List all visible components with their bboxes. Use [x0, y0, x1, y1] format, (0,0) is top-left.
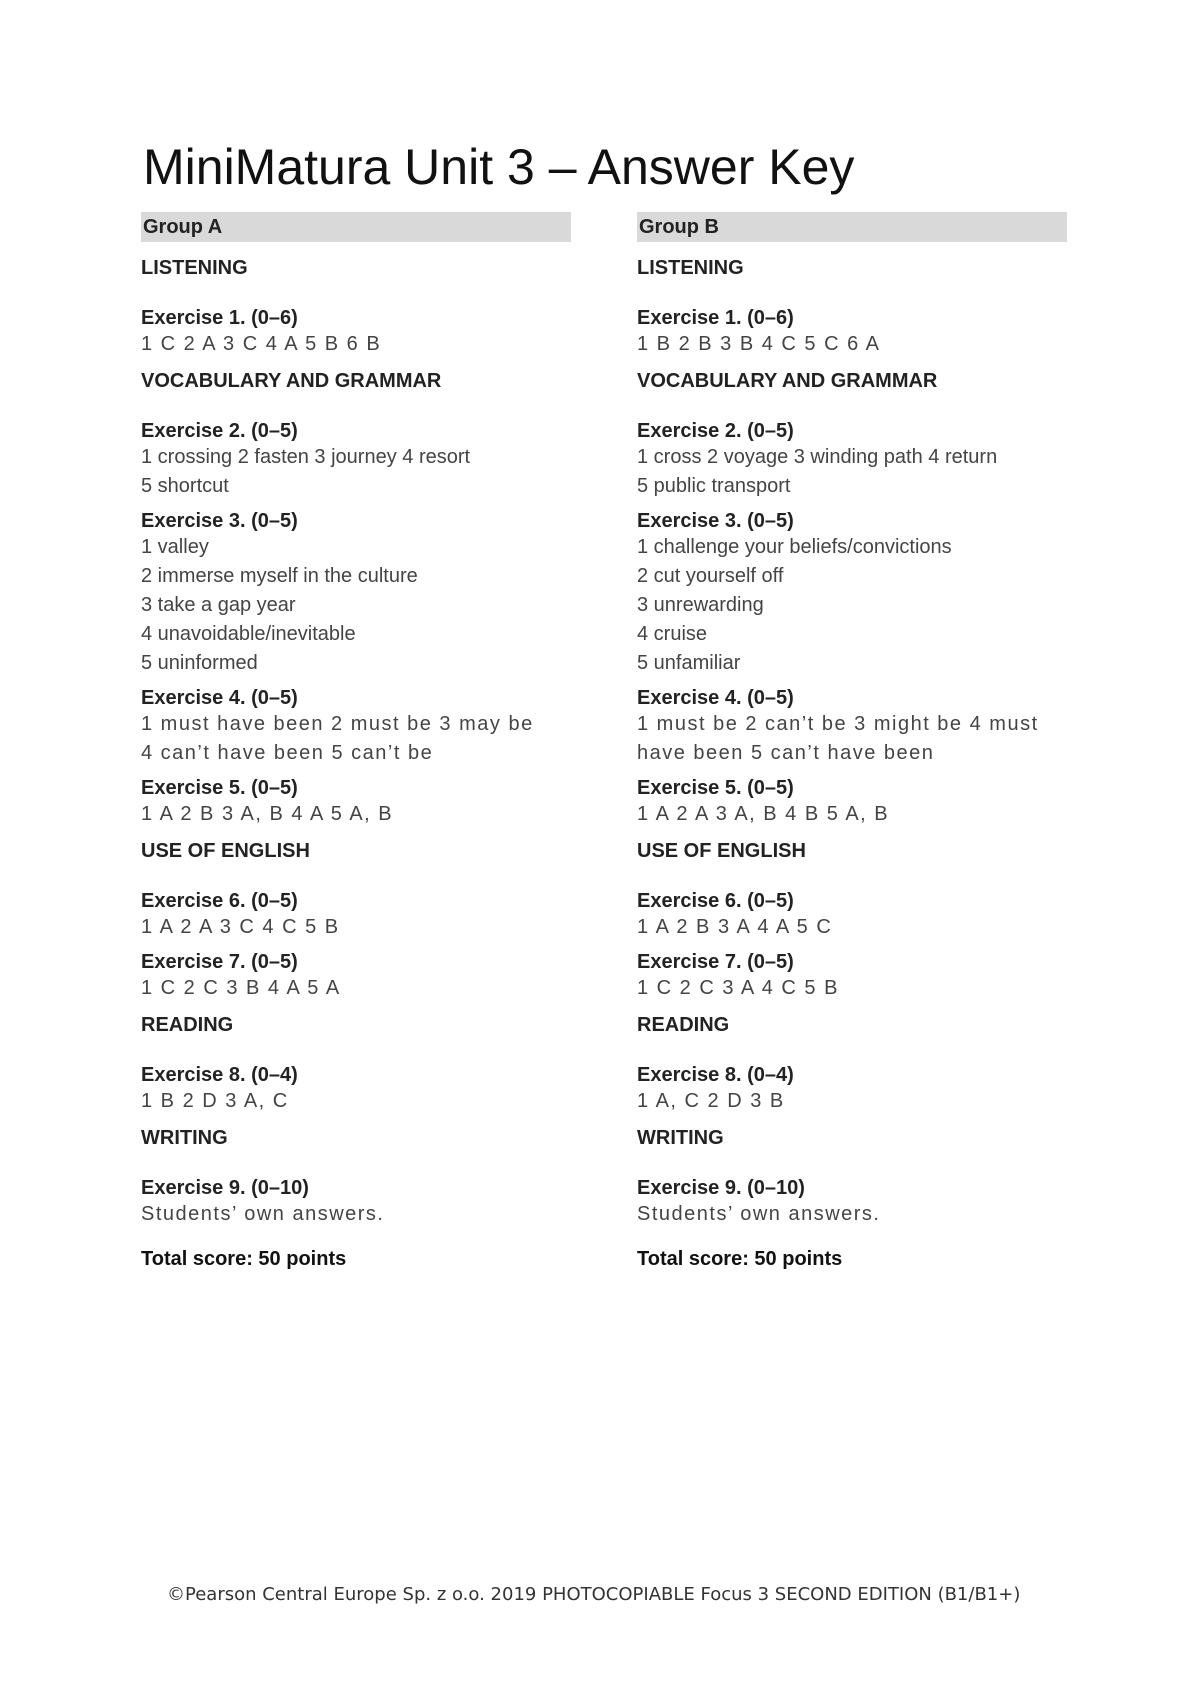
answer-line: 1 C 2 A 3 C 4 A 5 B 6 B [141, 333, 382, 355]
total-score: Total score: 50 points [141, 1248, 347, 1270]
exercise-title: Exercise 8. (0–4) [141, 1064, 298, 1086]
answer-line: 1 must have been 2 must be 3 may be [141, 713, 534, 735]
exercise-title: Exercise 5. (0–5) [141, 777, 298, 799]
exercise-title: Exercise 9. (0–10) [637, 1177, 805, 1199]
exercise-8 [141, 1063, 571, 1116]
exercise-title: Exercise 2. (0–5) [637, 420, 794, 442]
answer-line: 4 cruise [637, 623, 708, 645]
section-vocabulary-grammar: VOCABULARY AND GRAMMAR [637, 370, 938, 392]
exercise-title: Exercise 6. (0–5) [141, 890, 298, 912]
answer-line: 4 unavoidable/inevitable [141, 623, 356, 645]
exercise-title: Exercise 3. (0–5) [141, 510, 298, 532]
answer-line: 1 B 2 B 3 B 4 C 5 C 6 A [637, 333, 881, 355]
exercise-title: Exercise 7. (0–5) [637, 951, 794, 973]
exercise-2 [637, 419, 1067, 501]
answer-line: Students’ own answers. [637, 1203, 881, 1225]
group-a-header: Group A [141, 212, 571, 242]
exercise-9 [637, 1176, 1067, 1229]
copyright-footer: ©Pearson Central Europe Sp. z o.o. 2019 PHOTOCOPIABLE Focus 3 SECOND EDITION (B1/B1+) [167, 1584, 1021, 1605]
answer-line: 1 valley [141, 536, 209, 558]
answer-line: 1 A 2 B 3 A, B 4 A 5 A, B [141, 803, 394, 825]
exercise-6 [637, 889, 1067, 942]
exercise-title: Exercise 4. (0–5) [637, 687, 794, 709]
answer-line: 5 uninformed [141, 652, 258, 674]
answer-line: 1 must be 2 can’t be 3 might be 4 must [637, 713, 1039, 735]
section-reading: READING [141, 1014, 234, 1036]
section-writing: WRITING [141, 1127, 228, 1149]
exercise-title: Exercise 3. (0–5) [637, 510, 794, 532]
answer-line: 4 can’t have been 5 can’t be [141, 742, 434, 764]
answer-line: 5 shortcut [141, 475, 229, 497]
section-writing: WRITING [637, 1127, 724, 1149]
answer-line: 5 public transport [637, 475, 791, 497]
exercise-title: Exercise 2. (0–5) [141, 420, 298, 442]
exercise-1 [637, 306, 1067, 359]
answer-line: 5 unfamiliar [637, 652, 741, 674]
exercise-7 [141, 950, 571, 1003]
answer-line: 1 A 2 A 3 A, B 4 B 5 A, B [637, 803, 890, 825]
total-score: Total score: 50 points [637, 1248, 843, 1270]
section-vocabulary-grammar: VOCABULARY AND GRAMMAR [141, 370, 442, 392]
answer-line: 1 A, C 2 D 3 B [637, 1090, 785, 1112]
answer-line: 1 crossing 2 fasten 3 journey 4 resort [141, 446, 471, 468]
answer-line: 1 C 2 C 3 A 4 C 5 B [637, 977, 839, 999]
section-reading: READING [637, 1014, 730, 1036]
exercise-9 [141, 1176, 571, 1229]
answer-line: 3 take a gap year [141, 594, 296, 616]
exercise-title: Exercise 1. (0–6) [141, 307, 298, 329]
group-a-column [141, 212, 571, 1271]
exercise-3 [141, 509, 571, 678]
page-title: MiniMatura Unit 3 – Answer Key [143, 139, 855, 195]
section-listening: LISTENING [141, 257, 248, 279]
exercise-4 [141, 686, 571, 768]
answer-line: Students’ own answers. [141, 1203, 385, 1225]
answer-line: 1 C 2 C 3 B 4 A 5 A [141, 977, 341, 999]
exercise-title: Exercise 5. (0–5) [637, 777, 794, 799]
answer-line: 1 A 2 B 3 A 4 A 5 C [637, 916, 833, 938]
exercise-6 [141, 889, 571, 942]
answer-line: 2 cut yourself off [637, 565, 784, 587]
exercise-1 [141, 306, 571, 359]
answer-line: 1 B 2 D 3 A, C [141, 1090, 289, 1112]
answer-line: 3 unrewarding [637, 594, 764, 616]
section-use-of-english: USE OF ENGLISH [637, 840, 806, 862]
group-b-column [637, 212, 1067, 1271]
section-listening: LISTENING [637, 257, 744, 279]
exercise-5 [141, 776, 571, 829]
exercise-3 [637, 509, 1067, 678]
exercise-title: Exercise 9. (0–10) [141, 1177, 309, 1199]
exercise-title: Exercise 6. (0–5) [637, 890, 794, 912]
exercise-8 [637, 1063, 1067, 1116]
section-use-of-english: USE OF ENGLISH [141, 840, 310, 862]
answer-line: 1 A 2 A 3 C 4 C 5 B [141, 916, 340, 938]
answer-line: 1 cross 2 voyage 3 winding path 4 return [637, 446, 998, 468]
exercise-title: Exercise 4. (0–5) [141, 687, 298, 709]
answer-line: 1 challenge your beliefs/convictions [637, 536, 952, 558]
exercise-2 [141, 419, 571, 501]
answer-line: have been 5 can’t have been [637, 742, 935, 764]
exercise-title: Exercise 1. (0–6) [637, 307, 794, 329]
exercise-5 [637, 776, 1067, 829]
answer-line: 2 immerse myself in the culture [141, 565, 418, 587]
exercise-4 [637, 686, 1067, 768]
exercise-7 [637, 950, 1067, 1003]
exercise-title: Exercise 8. (0–4) [637, 1064, 794, 1086]
group-b-header: Group B [637, 212, 1067, 242]
exercise-title: Exercise 7. (0–5) [141, 951, 298, 973]
